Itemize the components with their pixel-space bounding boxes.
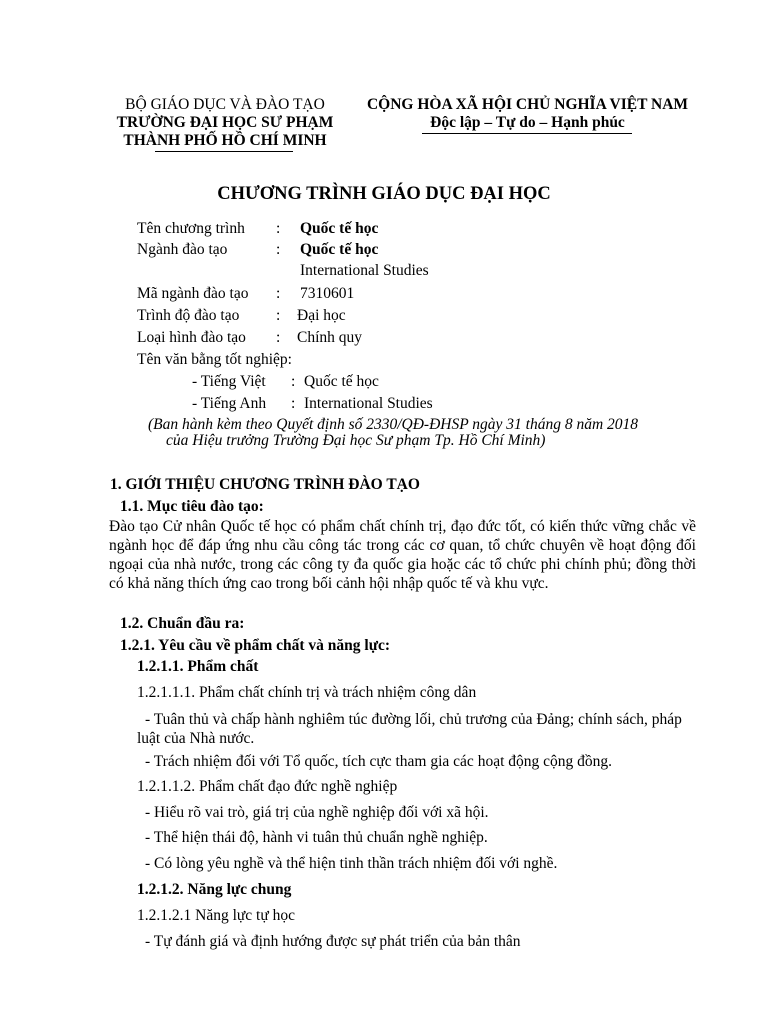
level-value: Đại học xyxy=(297,307,346,324)
major-value-english: International Studies xyxy=(300,262,429,279)
section-heading-1-2: 1.2. Chuẩn đầu ra: xyxy=(120,615,245,632)
colon: : xyxy=(276,307,281,324)
decision-reference-line1: (Ban hành kèm theo Quyết định số 2330/QĐ-ĐHSP ngày 31 tháng 8 năm 2018 xyxy=(148,416,639,433)
list-item: - Hiểu rõ vai trò, giá trị của nghề nghiệp đối với xã hội. xyxy=(145,804,489,821)
section-heading-1-1: 1.1. Mục tiêu đào tạo: xyxy=(120,498,264,515)
list-item: - Tự đánh giá và định hướng được sự phát triển của bản thân xyxy=(145,933,521,950)
degree-vietnamese-value: Quốc tế học xyxy=(304,373,379,390)
colon: : xyxy=(276,285,281,302)
program-name-label: Tên chương trình xyxy=(137,220,245,237)
level-label: Trình độ đào tạo xyxy=(137,307,240,324)
section-heading-1-2-1-2: 1.2.1.2. Năng lực chung xyxy=(137,881,292,898)
program-name-value: Quốc tế học xyxy=(300,220,379,237)
university-name-line1: TRƯỜNG ĐẠI HỌC SƯ PHẠM xyxy=(116,114,334,131)
colon: : xyxy=(276,241,281,258)
list-item: - Trách nhiệm đối với Tổ quốc, tích cực tham gia các hoạt động cộng đồng. xyxy=(145,753,613,770)
list-item: - Tuân thủ và chấp hành nghiêm túc đường lối, chủ trương của Đảng; chính sách, pháp luật của Nhà nước. xyxy=(137,711,682,747)
header-right-underline xyxy=(422,133,632,134)
header-left-underline xyxy=(155,151,293,152)
colon: : xyxy=(291,373,296,390)
degree-english-value: International Studies xyxy=(304,395,433,412)
country-name: CỘNG HÒA XÃ HỘI CHỦ NGHĨA VIỆT NAM xyxy=(366,96,689,113)
ministry-name: BỘ GIÁO DỤC VÀ ĐÀO TẠO xyxy=(125,96,325,113)
university-name-line2: THÀNH PHỐ HỒ CHÍ MINH xyxy=(123,132,327,149)
training-mode-value: Chính quy xyxy=(297,329,363,346)
decision-reference-line2: của Hiệu trưởng Trường Đại học Sư phạm Tp. Hồ Chí Minh) xyxy=(166,432,546,449)
colon: : xyxy=(291,395,296,412)
section-heading-1-2-1-1-2: 1.2.1.1.2. Phẩm chất đạo đức nghề nghiệp xyxy=(137,778,398,795)
major-value: Quốc tế học xyxy=(300,241,379,258)
list-item: - Thể hiện thái độ, hành vi tuân thủ chuẩn nghề nghiệp. xyxy=(145,829,488,846)
major-label: Ngành đào tạo xyxy=(137,241,228,258)
training-objectives-paragraph: Đào tạo Cử nhân Quốc tế học có phẩm chất chính trị, đạo đức tốt, có kiến thức vững chắc về ngành học để đáp ứng nhu cầu công tác trong các cơ quan, tổ chức chuyên về hoạt động đối ngoại của nhà nước, trong các công ty đa quốc gia hoặc các tổ chức phi chính phủ; đồng thời có khả năng thích ứng cao trong bối cảnh hội nhập quốc tế và khu vực. xyxy=(109,518,696,592)
degree-title-label: Tên văn bằng tốt nghiệp: xyxy=(137,351,292,368)
colon: : xyxy=(276,220,281,237)
degree-english-label: - Tiếng Anh xyxy=(192,395,267,412)
section-heading-1: 1. GIỚI THIỆU CHƯƠNG TRÌNH ĐÀO TẠO xyxy=(110,476,420,493)
training-mode-label: Loại hình đào tạo xyxy=(137,329,246,346)
document-title: CHƯƠNG TRÌNH GIÁO DỤC ĐẠI HỌC xyxy=(217,184,551,204)
section-heading-1-2-1: 1.2.1. Yêu cầu về phẩm chất và năng lực: xyxy=(120,637,391,654)
list-item: - Có lòng yêu nghề và thể hiện tinh thần trách nhiệm đối với nghề. xyxy=(145,855,558,872)
section-heading-1-2-1-2-1: 1.2.1.2.1 Năng lực tự học xyxy=(137,907,295,924)
section-heading-1-2-1-1: 1.2.1.1. Phẩm chất xyxy=(137,658,259,675)
major-code-value: 7310601 xyxy=(300,285,355,302)
degree-vietnamese-label: - Tiếng Việt xyxy=(192,373,266,390)
major-code-label: Mã ngành đào tạo xyxy=(137,285,249,302)
country-motto: Độc lập – Tự do – Hạnh phúc xyxy=(430,114,625,131)
section-heading-1-2-1-1-1: 1.2.1.1.1. Phẩm chất chính trị và trách nhiệm công dân xyxy=(137,684,477,701)
colon: : xyxy=(276,329,281,346)
